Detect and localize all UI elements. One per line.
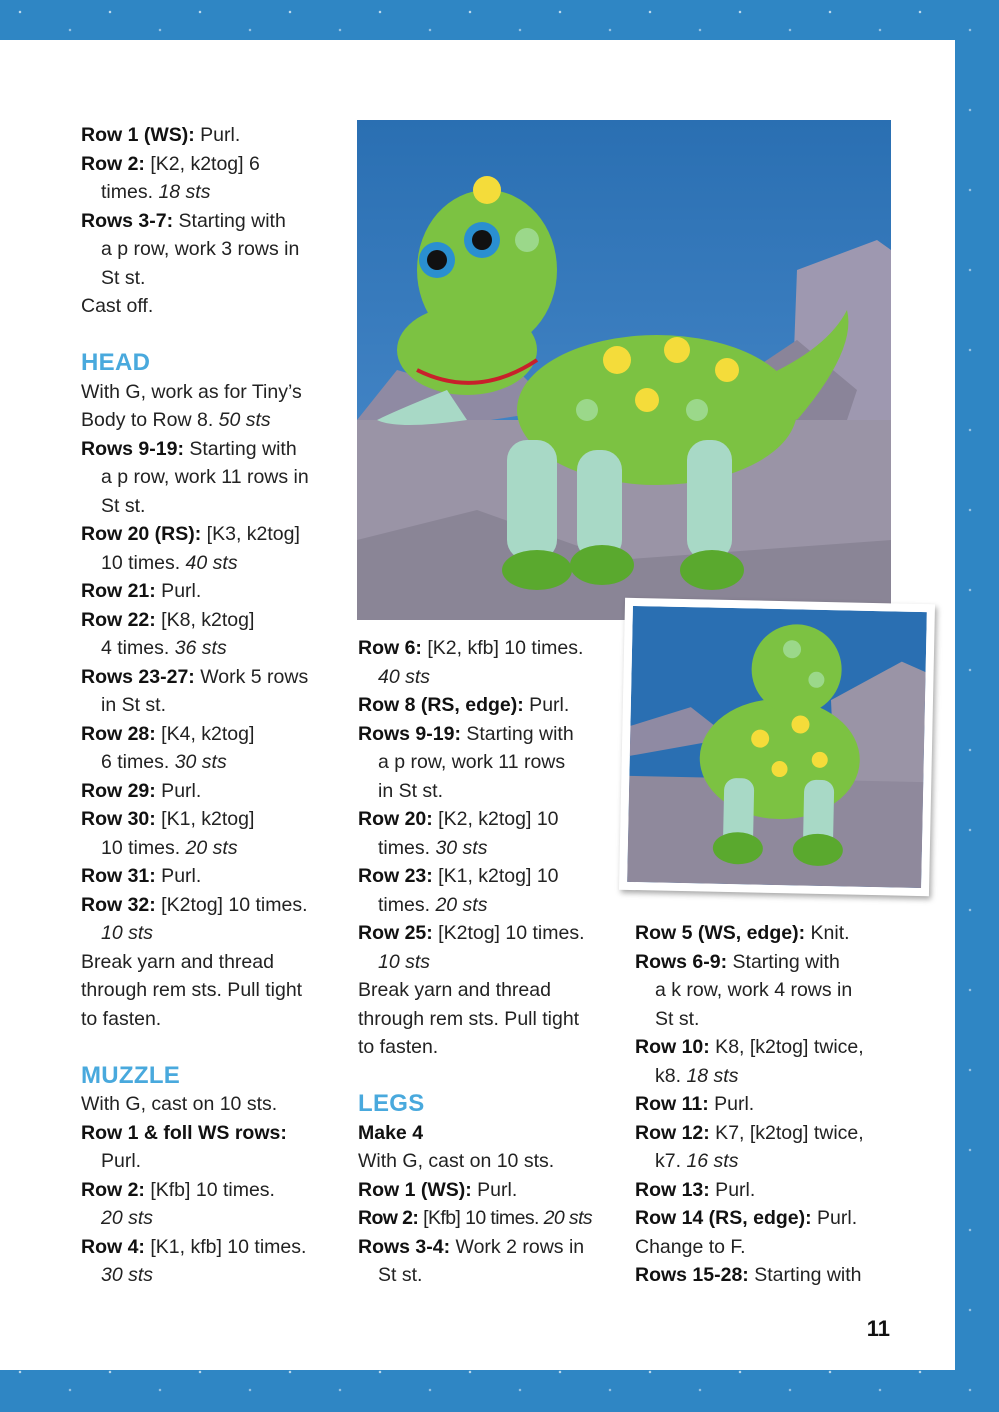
pattern-line: Row 2: [K2, k2tog] 6 — [81, 152, 260, 175]
pattern-line: k8. 18 sts — [655, 1064, 739, 1087]
pattern-line: Rows 15-28: Starting with — [635, 1264, 862, 1286]
pattern-line: Rows 9-19: Starting with — [81, 437, 297, 460]
pattern-line: Row 31: Purl. — [81, 865, 202, 887]
pattern-line: St st. — [101, 266, 146, 289]
pattern-line: Row 14 (RS, edge): Purl. — [635, 1207, 858, 1229]
pattern-line: 40 sts — [378, 665, 431, 688]
pattern-line: to fasten. — [81, 1007, 162, 1030]
pattern-line: 10 sts — [101, 922, 154, 944]
pattern-line: Row 8 (RS, edge): Purl. — [358, 694, 570, 716]
pattern-line: Break yarn and thread — [358, 979, 551, 1001]
pattern-line: Row 20 (RS): [K3, k2tog] — [81, 523, 300, 545]
pattern-line: Row 1 (WS): Purl. — [81, 124, 241, 146]
pattern-line: a p row, work 11 rows — [378, 751, 566, 773]
dinosaur-toy-photo — [357, 120, 891, 620]
pattern-line: Make 4 — [358, 1121, 424, 1144]
pattern-line: With G, cast on 10 sts. — [358, 1150, 555, 1172]
pattern-line: 10 times. 20 sts — [101, 836, 238, 859]
pattern-line: a p row, work 3 rows in — [101, 238, 300, 260]
pattern-line: Cast off. — [81, 295, 154, 317]
pattern-line: Row 5 (WS, edge): Knit. — [635, 922, 850, 944]
pattern-line: Rows 23-27: Work 5 rows — [81, 665, 309, 688]
column-3 — [635, 919, 905, 1290]
pattern-line: a k row, work 4 rows in — [655, 979, 853, 1001]
pattern-line: Rows 3-4: Work 2 rows in — [358, 1235, 585, 1258]
pattern-line: 10 times. 40 sts — [101, 551, 238, 574]
pattern-line: in St st. — [378, 779, 444, 802]
pattern-line: Row 2: [Kfb] 10 times. 20 sts — [358, 1207, 593, 1229]
column-1 — [81, 121, 351, 1290]
pattern-line: Row 21: Purl. — [81, 580, 202, 602]
pattern-line: With G, work as for Tiny’s — [81, 380, 302, 403]
section-heading-head: HEAD — [81, 349, 151, 376]
pattern-line: St st. — [378, 1264, 423, 1286]
pattern-line: times. 18 sts — [101, 181, 211, 203]
section-heading-legs: LEGS — [358, 1090, 425, 1117]
pattern-line: Break yarn and thread — [81, 950, 274, 973]
pattern-line: a p row, work 11 rows in — [101, 466, 309, 488]
pattern-line: Purl. — [101, 1150, 142, 1172]
pattern-line: Row 25: [K2tog] 10 times. — [358, 922, 585, 944]
pattern-line: Row 4: [K1, kfb] 10 times. — [81, 1235, 307, 1258]
pattern-line: times. 30 sts — [378, 836, 488, 859]
column-2 — [358, 634, 623, 1290]
pattern-line: Rows 6-9: Starting with — [635, 950, 840, 973]
pattern-line: Body to Row 8. 50 sts — [81, 409, 271, 431]
pattern-line: Row 1 & foll WS rows: — [81, 1121, 287, 1144]
pattern-line: 10 sts — [378, 950, 431, 973]
pattern-line: Row 30: [K1, k2tog] — [81, 808, 255, 830]
pattern-line: Rows 3-7: Starting with — [81, 209, 286, 232]
pattern-line: in St st. — [101, 694, 167, 716]
pattern-line: Row 2: [Kfb] 10 times. — [81, 1178, 275, 1201]
pattern-line: With G, cast on 10 sts. — [81, 1093, 278, 1115]
page-number: 11 — [866, 1316, 890, 1341]
pattern-line: Row 22: [K8, k2tog] — [81, 608, 255, 631]
pattern-line: Row 28: [K4, k2tog] — [81, 722, 255, 745]
pattern-line: k7. 16 sts — [655, 1150, 739, 1172]
pattern-line: Row 32: [K2tog] 10 times. — [81, 893, 308, 916]
pattern-line: Rows 9-19: Starting with — [358, 722, 574, 745]
pattern-line: 6 times. 30 sts — [101, 751, 227, 773]
pattern-line: Row 10: K8, [k2tog] twice, — [635, 1036, 864, 1058]
pattern-line: through rem sts. Pull tight — [81, 979, 303, 1001]
pattern-line: Row 1 (WS): Purl. — [358, 1178, 518, 1201]
pattern-line: times. 20 sts — [378, 893, 488, 916]
pattern-line: 20 sts — [101, 1207, 154, 1229]
pattern-line: Row 13: Purl. — [635, 1178, 756, 1201]
pattern-line: St st. — [655, 1007, 700, 1030]
pattern-line: Change to F. — [635, 1235, 746, 1258]
pattern-line: through rem sts. Pull tight — [358, 1007, 580, 1030]
pattern-line: Row 12: K7, [k2tog] twice, — [635, 1121, 864, 1144]
pattern-line: Row 29: Purl. — [81, 779, 202, 802]
section-heading-muzzle: MUZZLE — [81, 1061, 181, 1089]
dinosaur-toy-back-photo — [619, 598, 935, 896]
pattern-line: Row 6: [K2, kfb] 10 times. — [358, 637, 584, 659]
pattern-line: St st. — [101, 494, 146, 517]
pattern-line: 4 times. 36 sts — [101, 637, 227, 659]
pattern-line: Row 23: [K1, k2tog] 10 — [358, 865, 559, 887]
pattern-line: Row 20: [K2, k2tog] 10 — [358, 808, 559, 830]
pattern-line: Row 11: Purl. — [635, 1093, 755, 1115]
pattern-line: to fasten. — [358, 1036, 439, 1058]
pattern-line: 30 sts — [101, 1264, 154, 1286]
